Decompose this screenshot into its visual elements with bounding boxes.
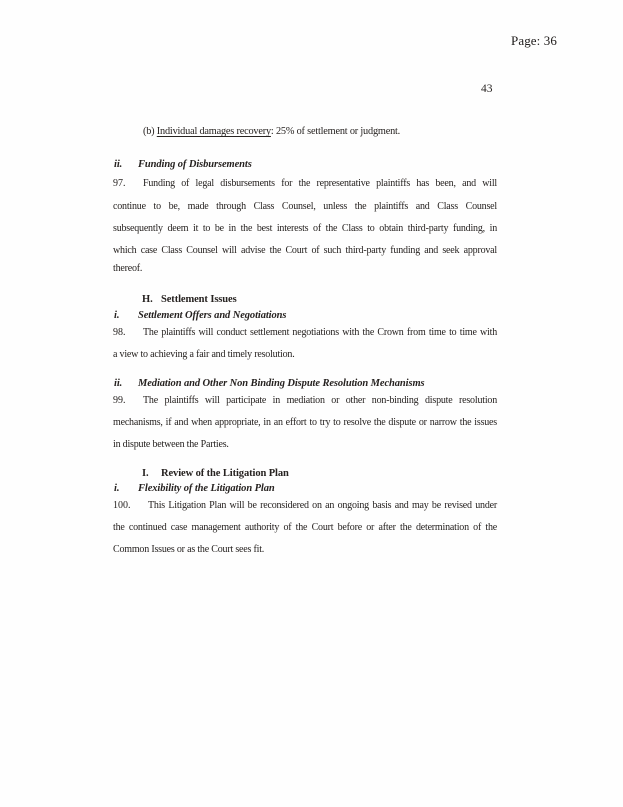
heading-funding-label: ii.	[114, 159, 123, 170]
heading-funding-title: Funding of Disbursements	[138, 159, 252, 170]
heading-review	[142, 468, 289, 479]
heading-offers	[114, 310, 286, 321]
heading-settlement	[142, 294, 237, 305]
paragraph-98-text: The plaintiffs will conduct settlement negotiations with the Crown from time to time with	[143, 327, 497, 338]
clause-b-rest: : 25% of settlement or judgment.	[270, 126, 401, 137]
paragraph-97-line: which case Class Counsel will advise the Court of such third-party funding and seek approval	[113, 245, 497, 256]
heading-offers-label: i.	[114, 310, 120, 321]
heading-flexibility	[114, 483, 275, 494]
paragraph-97-line: thereof.	[113, 263, 143, 274]
paragraph-97-number: 97.	[113, 178, 126, 189]
heading-mediation	[114, 378, 425, 389]
paragraph-100-line: Common Issues or as the Court sees fit.	[113, 544, 265, 555]
heading-settlement-label: H.	[142, 294, 153, 305]
paragraph-99-text: The plaintiffs will participate in mediation or other non-binding dispute resolution	[143, 395, 497, 406]
viewer-page-indicator: Page: 36	[511, 33, 557, 48]
paragraph-99-line: mechanisms, if and when appropriate, in an effort to try to resolve the dispute or narrow the issues	[113, 417, 497, 428]
paragraph-98-line: a view to achieving a fair and timely resolution.	[113, 349, 295, 360]
paragraph-99-number: 99.	[113, 395, 126, 406]
heading-settlement-title: Settlement Issues	[161, 294, 237, 305]
paragraph-97-text: Funding of legal disbursements for the representative plaintiffs has been, and will	[143, 178, 497, 189]
page-number: 43	[481, 83, 493, 95]
paragraph-97-line: continue to be, made through Class Counsel, unless the plaintiffs and Class Counsel	[113, 201, 497, 212]
paragraph-100-text: This Litigation Plan will be reconsidered on an ongoing basis and may be revised under	[148, 500, 497, 511]
paragraph-100-line	[113, 499, 497, 512]
clause-b-underlined-phrase: Individual damages recovery	[156, 126, 271, 137]
heading-review-title: Review of the Litigation Plan	[161, 468, 289, 479]
heading-offers-title: Settlement Offers and Negotiations	[138, 310, 287, 321]
paragraph-97-line: subsequently deem it to be in the best interests of the Class to obtain third-party funding, in	[113, 223, 497, 234]
clause-b-prefix: (b)	[143, 126, 157, 137]
paragraph-98-line	[113, 326, 497, 339]
heading-mediation-title: Mediation and Other Non Binding Dispute Resolution Mechanisms	[138, 378, 425, 389]
paragraph-99-line: in dispute between the Parties.	[113, 439, 229, 450]
clause-b	[143, 126, 400, 137]
paragraph-97-line	[113, 177, 497, 190]
paragraph-98-number: 98.	[113, 327, 126, 338]
paragraph-100-line: the continued case management authority of the Court before or after the determination of the	[113, 522, 497, 533]
heading-funding	[114, 159, 252, 170]
heading-mediation-label: ii.	[114, 378, 123, 389]
heading-review-label: I.	[142, 468, 149, 479]
heading-flexibility-title: Flexibility of the Litigation Plan	[138, 483, 275, 494]
heading-flexibility-label: i.	[114, 483, 120, 494]
paragraph-99-line	[113, 394, 497, 407]
paragraph-100-number: 100.	[113, 500, 131, 511]
